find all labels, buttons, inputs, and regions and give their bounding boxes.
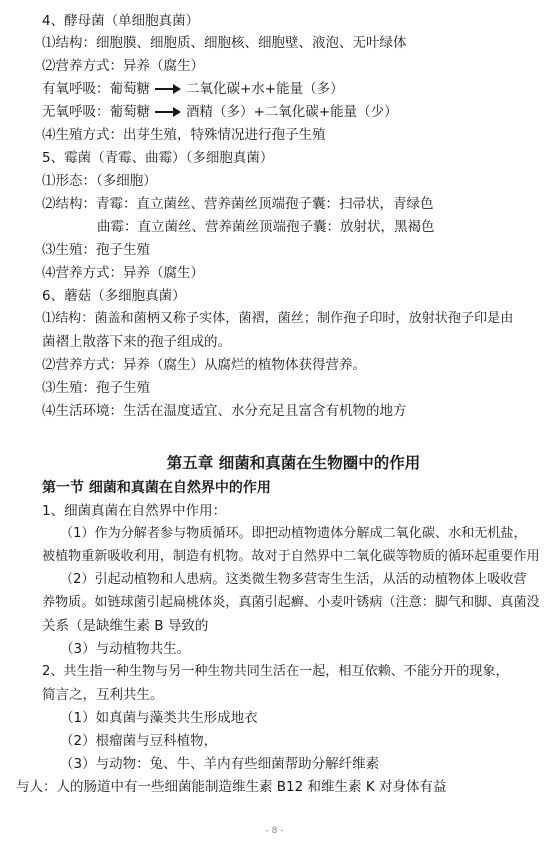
right-arrow-icon	[155, 84, 181, 94]
role-symbiosis: （3）与动植物共生。	[60, 641, 191, 657]
mold-reproduction: ⑶生殖：孢子生殖	[42, 242, 150, 258]
yeast-nutrition: ⑵营养方式：异养（腐生）	[42, 58, 204, 74]
chapter-title: 第五章 细菌和真菌在生物圈中的作用	[166, 454, 421, 472]
mold-nutrition: ⑷营养方式：异养（腐生）	[42, 265, 204, 281]
role-heading: 1、细菌真菌在自然界中作用：	[42, 503, 227, 519]
mold-structure-penicillium: ⑵结构：青霉：直立菌丝、营养菌丝顶端孢子囊：扫帚状，青绿色	[42, 196, 434, 212]
anaerobic-reactant: 无氧呼吸：葡萄糖	[42, 104, 150, 120]
symbiosis-definition-line1: 2、共生指一种生物与另一种生物共同生活在一起，相互依赖、不能分开的现象，	[42, 664, 509, 679]
symbiosis-definition-line2: 简言之，互利共生。	[42, 687, 164, 703]
symbiosis-human: 与人：人的肠道中有一些细菌能制造维生素 B12 和维生素 K 对身体有益	[16, 779, 447, 795]
symbiosis-lichen: （1）如真菌与藻类共生形成地衣	[60, 710, 258, 726]
role-disease-line3: 关系（是缺维生素 B 导致的	[42, 618, 209, 634]
mushroom-heading: 6、蘑菇（多细胞真菌）	[42, 288, 186, 304]
role-disease-line2: 养物质。如链球菌引起扁桃体炎，真菌引起癣、小麦叶锈病（注意：脚气和脚、真菌没	[42, 595, 540, 610]
symbiosis-root-nodule: （2）根瘤菌与豆科植物，	[60, 733, 218, 749]
aerobic-reactant: 有氧呼吸：葡萄糖	[42, 81, 150, 97]
anaerobic-products: 酒精（多）+二氧化碳+能量（少）	[186, 104, 398, 120]
yeast-reproduction: ⑷生殖方式：出芽生殖，特殊情况进行孢子生殖	[42, 127, 326, 143]
page-number: - 8 -	[265, 826, 284, 836]
mushroom-environment: ⑷生活环境：生活在温度适宜、水分充足且富含有机物的地方	[42, 403, 407, 419]
yeast-heading: 4、酵母菌（单细胞真菌）	[42, 13, 200, 29]
aerobic-products: 二氧化碳+水+能量（多）	[186, 81, 344, 97]
mushroom-nutrition: ⑵营养方式：异养（腐生）从腐烂的植物体获得营养。	[42, 357, 366, 373]
mold-form: ⑴形态：（多细胞）	[42, 173, 157, 189]
mushroom-reproduction: ⑶生殖：孢子生殖	[42, 380, 150, 396]
role-decomposer-line1: （1）作为分解者参与物质循环。即把动植物遗体分解成二氧化碳、水和无机盐，	[60, 526, 527, 541]
anaerobic-respiration	[42, 101, 398, 123]
right-arrow-icon	[155, 107, 181, 117]
mold-structure-aspergillus: 曲霉：直立菌丝、营养菌丝顶端孢子囊：放射状，黑褐色	[97, 219, 435, 235]
mushroom-structure-line1: ⑴结构：菌盖和菌柄又称子实体，菌褶，菌丝；制作孢子印时，放射状孢子印是由	[42, 311, 514, 326]
role-disease-line1: （2）引起动植物和人患病。这类微生物多营寄生生活，从活的动植物体上吸收营	[60, 572, 527, 587]
yeast-structure: ⑴结构：细胞膜、细胞质、细胞核、细胞壁、液泡、无叶绿体	[42, 35, 407, 51]
symbiosis-animals: （3）与动物：兔、牛、羊内有些细菌帮助分解纤维素	[60, 756, 380, 772]
role-decomposer-line2: 被植物重新吸收利用，制造有机物。故对于自然界中二氧化碳等物质的循环起重要作用	[42, 549, 540, 564]
aerobic-respiration	[42, 78, 344, 100]
mushroom-structure-line2: 菌褶上散落下来的孢子组成的。	[42, 334, 231, 350]
mold-heading: 5、霉菌（青霉、曲霉）（多细胞真菌）	[42, 150, 274, 166]
section-title: 第一节 细菌和真菌在自然界中的作用	[42, 480, 271, 496]
